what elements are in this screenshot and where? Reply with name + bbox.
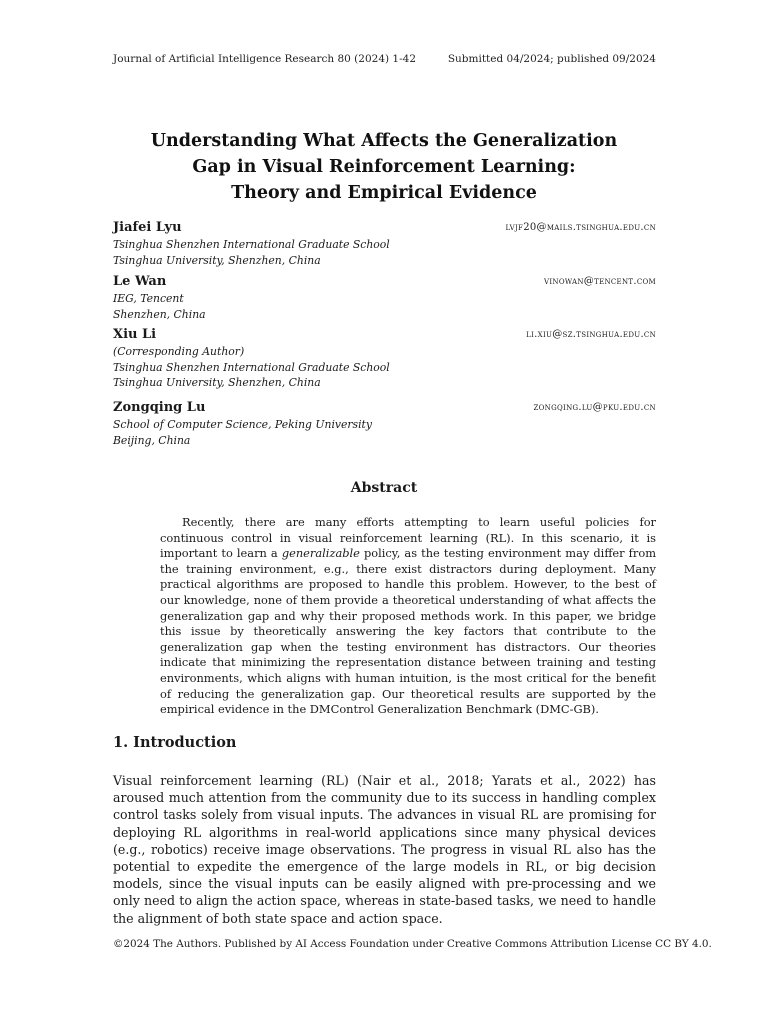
author-affiliation: Shenzhen, China [113, 307, 206, 321]
author-email[interactable]: vinowan@tencent.com [543, 276, 656, 287]
abstract-text: Recently, there are many efforts attempting to learn useful policies for continuous control in visual reinforcement learning (RL). In this scenario, it is important to learn a [160, 515, 656, 561]
title-line: Understanding What Affects the Generalization [150, 131, 618, 151]
submission-dates: Submitted 04/2024; published 09/2024 [447, 53, 656, 65]
paper-title [0, 128, 768, 206]
author-affiliation: School of Computer Science, Peking University [113, 418, 372, 431]
journal-header: Journal of Artificial Intelligence Research 80 (2024) 1-42 [113, 53, 417, 65]
author-block [113, 326, 656, 391]
author-block [113, 219, 656, 268]
abstract-emphasis: generalizable [281, 546, 360, 561]
author-affiliation: Tsinghua Shenzhen International Graduate School [113, 238, 390, 251]
section-heading: 1. Introduction [113, 734, 237, 751]
author-name: Le Wan [113, 274, 167, 289]
author-affiliation: Tsinghua University, Shenzhen, China [113, 253, 321, 267]
author-email[interactable]: lvjf20@mails.tsinghua.edu.cn [505, 222, 656, 233]
abstract-heading: Abstract [350, 480, 418, 496]
intro-paragraph: Visual reinforcement learning (RL) (Nair et al., 2018; Yarats et al., 2022) has aroused much attention from the community due to its success in handling complex control tasks solely from visual inputs. The advances in visual RL are promising for deploying RL algorithms in real-world applications since many physical devices (e.g., robotics) receive image observations. The progress in visual RL also has the potential to expedite the emergence of the large models in RL, or big decision models, since the visual inputs can be easily aligned with pre-processing and we only need to align the action space, whereas in state-based tasks, we need to handle the alignment of both state space and action space. [113, 773, 656, 926]
author-name: Zongqing Lu [113, 400, 206, 415]
author-affiliation: Beijing, China [113, 433, 191, 447]
author-block [113, 399, 656, 448]
copyright-footer: ©2024 The Authors. Published by AI Access Foundation under Creative Commons Attribution License CC BY 4.0. [113, 938, 712, 950]
title-line: Theory and Empirical Evidence [231, 183, 537, 203]
author-affiliation: Tsinghua University, Shenzhen, China [113, 376, 321, 389]
author-affiliation: Tsinghua Shenzhen International Graduate School [113, 360, 390, 374]
author-affiliation: (Corresponding Author) [113, 345, 245, 358]
author-email[interactable]: li.xiu@sz.tsinghua.edu.cn [526, 329, 656, 340]
abstract-body [160, 515, 656, 718]
abstract-text: policy, as the testing environment may differ from the training environment, e.g., there exist distractors during deployment. Many practical algorithms are proposed to handle this problem. However, to the best of our knowledge, none of them provide a theoretical understanding of what affects the generalization gap and why their proposed methods work. In this paper, we bridge this issue by theoretically answering the key factors that contribute to the generalization gap when the testing environment has distractors. Our theories indicate that minimizing the representation distance between training and testing environments, which aligns with human intuition, is the most critical for the benefit of reducing the generalization gap. Our theoretical results are supported by the empirical evidence in the DMControl Generalization Benchmark (DMC-GB). [160, 546, 656, 717]
author-name: Xiu Li [113, 327, 157, 342]
author-email[interactable]: zongqing.lu@pku.edu.cn [533, 402, 656, 413]
author-affiliation: IEG, Tencent [113, 292, 184, 305]
title-line: Gap in Visual Reinforcement Learning: [192, 157, 576, 177]
author-block [113, 273, 656, 322]
author-name: Jiafei Lyu [113, 220, 182, 235]
